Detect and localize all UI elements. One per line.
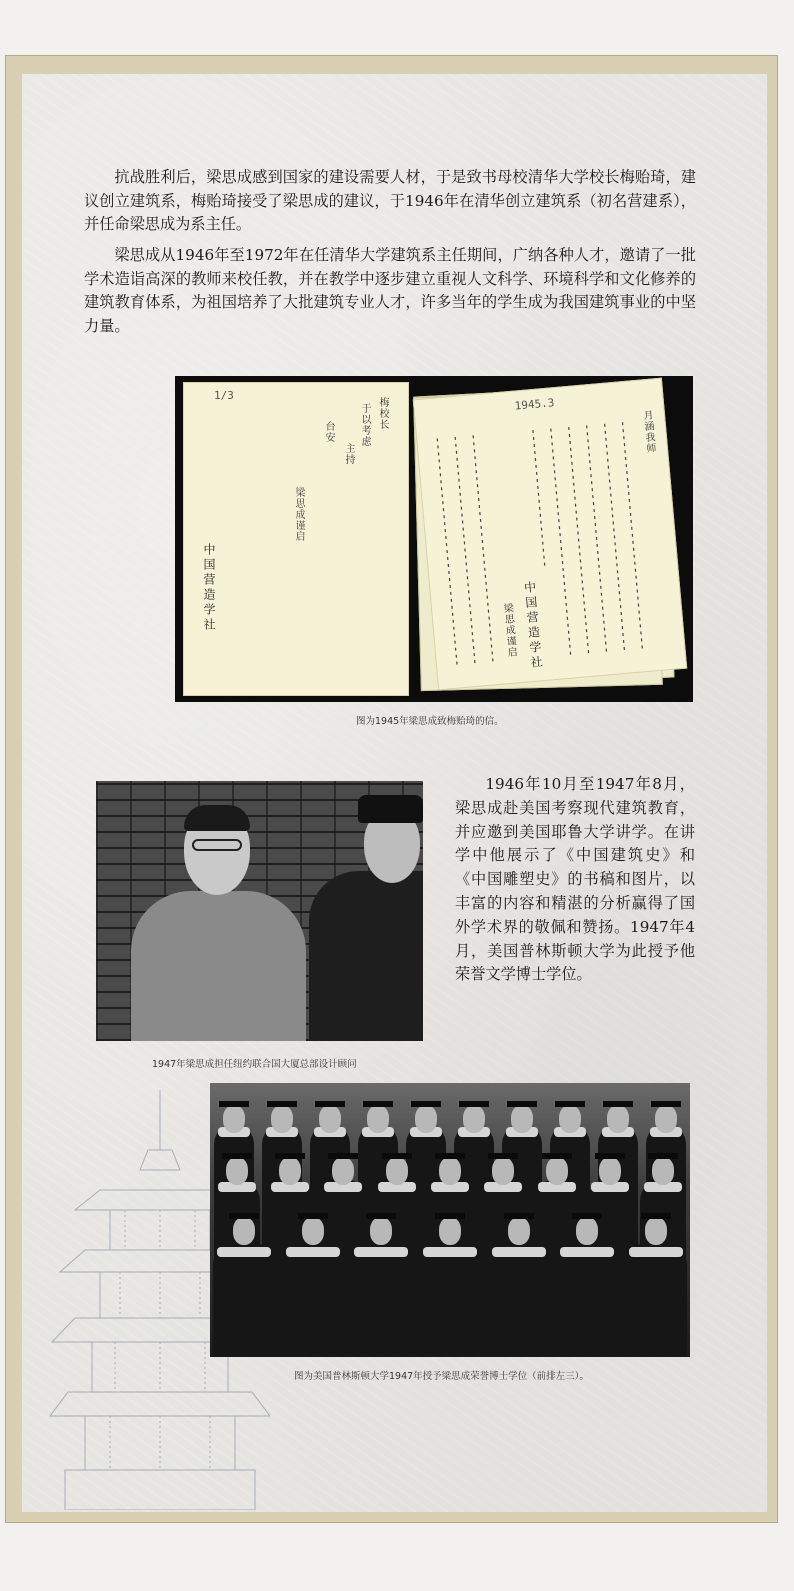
graduate-face [386,1157,408,1185]
letter-letterhead: 中国营造学社 [522,580,544,672]
mortarboard-icon [648,1153,678,1159]
glasses-icon [192,839,242,851]
letter-col: 梁思成谨启 [500,602,517,659]
graduate-gown [350,1243,412,1357]
graduate-face [367,1105,389,1133]
mortarboard-icon [507,1101,537,1107]
mortarboard-icon [435,1153,465,1159]
graduate-face [415,1105,437,1133]
graduate-face [576,1217,598,1245]
graduate-face [223,1105,245,1133]
graduate-gown [282,1243,344,1357]
group-caption: 图为美国普林斯顿大学1947年授予梁思成荣誉博士学位（前排左三）。 [294,1371,589,1382]
graduate-hood [354,1247,408,1257]
graduate-gown [419,1243,481,1357]
liang-coat [131,891,306,1041]
letter-caption: 图为1945年梁思成致梅贻琦的信。 [356,716,504,727]
yale-paragraph: 1946年10月至1947年8月，梁思成赴美国考察现代建筑教育，并应邀到美国耶鲁大学讲学。在讲学中他展示了《中国建筑史》和《中国雕塑史》的书稿和图片，以丰富的内容和精湛的分析赢得了国外学术界的敬佩和赞扬。1947年4月，美国普林斯顿大学为此授予他荣誉文学博士学位。 [455,775,695,984]
mortarboard-icon [459,1101,489,1107]
mortarboard-icon [382,1153,412,1159]
graduate-face [302,1217,324,1245]
mortarboard-icon [411,1101,441,1107]
mortarboard-icon [435,1213,465,1219]
mortarboard-icon [298,1213,328,1219]
letter-col: 台安 [323,421,334,443]
letter-page-left [183,382,409,696]
intro-paragraph: 抗战胜利后，梁思成感到国家的建设需要人材，于是致书母校清华大学校长梅贻琦，建议创立建筑系，梅贻琦接受了梁思成的建议，于1946年在清华创立建筑系（初名营建系），并任命梁思成为系主任。 [84,168,696,233]
graduate-face [511,1105,533,1133]
guard-cap [358,795,423,823]
letter-col: 梅校长 [377,397,388,430]
mortarboard-icon [488,1153,518,1159]
liang-hair [184,805,250,831]
handwriting-lines [414,379,686,690]
letter-col: 主持 [343,443,354,465]
letter-page-right [413,378,687,691]
graduate-gown [556,1243,618,1357]
mortarboard-icon [366,1213,396,1219]
mortarboard-icon [572,1213,602,1219]
portrait-caption: 1947年梁思成担任纽约联合国大厦总部设计顾问 [152,1059,357,1070]
graduate-face [463,1105,485,1133]
mortarboard-icon [315,1101,345,1107]
graduate-face [370,1217,392,1245]
graduate-face [439,1157,461,1185]
mortarboard-icon [222,1153,252,1159]
graduate-gown [213,1243,275,1357]
graduate-hood [217,1247,271,1257]
graduate-face [652,1157,674,1185]
letter-photo [175,376,693,702]
mortarboard-icon [651,1101,681,1107]
graduate-face [332,1157,354,1185]
graduate-gown [625,1243,687,1357]
guard-coat [309,871,423,1041]
graduate-face [233,1217,255,1245]
letter-right-date: 1945.3 [514,396,555,413]
graduate-hood [423,1247,477,1257]
mortarboard-icon [595,1153,625,1159]
mortarboard-icon [504,1213,534,1219]
graduate-face [599,1157,621,1185]
graduate-gown [488,1243,550,1357]
graduate-face [508,1217,530,1245]
mortarboard-icon [229,1213,259,1219]
letter-col: 月涵我师 [640,409,656,455]
mortarboard-icon [267,1101,297,1107]
graduate-face [546,1157,568,1185]
graduate-face [645,1217,667,1245]
mortarboard-icon [363,1101,393,1107]
mortarboard-icon [219,1101,249,1107]
graduate-face [279,1157,301,1185]
letter-col: 于以考虑 [359,403,370,447]
letter-left-date: 1/3 [214,389,234,402]
mortarboard-icon [641,1213,671,1219]
graduate-face [271,1105,293,1133]
graduate-face [319,1105,341,1133]
graduate-hood [560,1247,614,1257]
graduate-face [607,1105,629,1133]
graduate-hood [492,1247,546,1257]
letter-col: 梁思成谨启 [293,487,304,542]
mortarboard-icon [603,1101,633,1107]
mortarboard-icon [328,1153,358,1159]
graduate-face [655,1105,677,1133]
graduate-face [226,1157,248,1185]
graduation-group-photo [210,1083,690,1357]
letter-letterhead: 中国营造学社 [202,543,216,633]
tenure-paragraph: 梁思成从1946年至1972年在任清华大学建筑系主任期间，广纳各种人才，邀请了一批学术造诣高深的教师来校任教，并在教学中逐步建立重视人文科学、环境科学和文化修养的建筑教育体系，为祖国培养了大批建筑专业人才，许多当年的学生成为我国建筑事业的中坚力量。 [84,246,696,335]
graduate-face [439,1217,461,1245]
portrait-photo [96,781,423,1041]
graduate-hood [286,1247,340,1257]
mortarboard-icon [555,1101,585,1107]
mortarboard-icon [542,1153,572,1159]
graduate-hood [629,1247,683,1257]
graduate-face [559,1105,581,1133]
mortarboard-icon [275,1153,305,1159]
graduate-face [492,1157,514,1185]
